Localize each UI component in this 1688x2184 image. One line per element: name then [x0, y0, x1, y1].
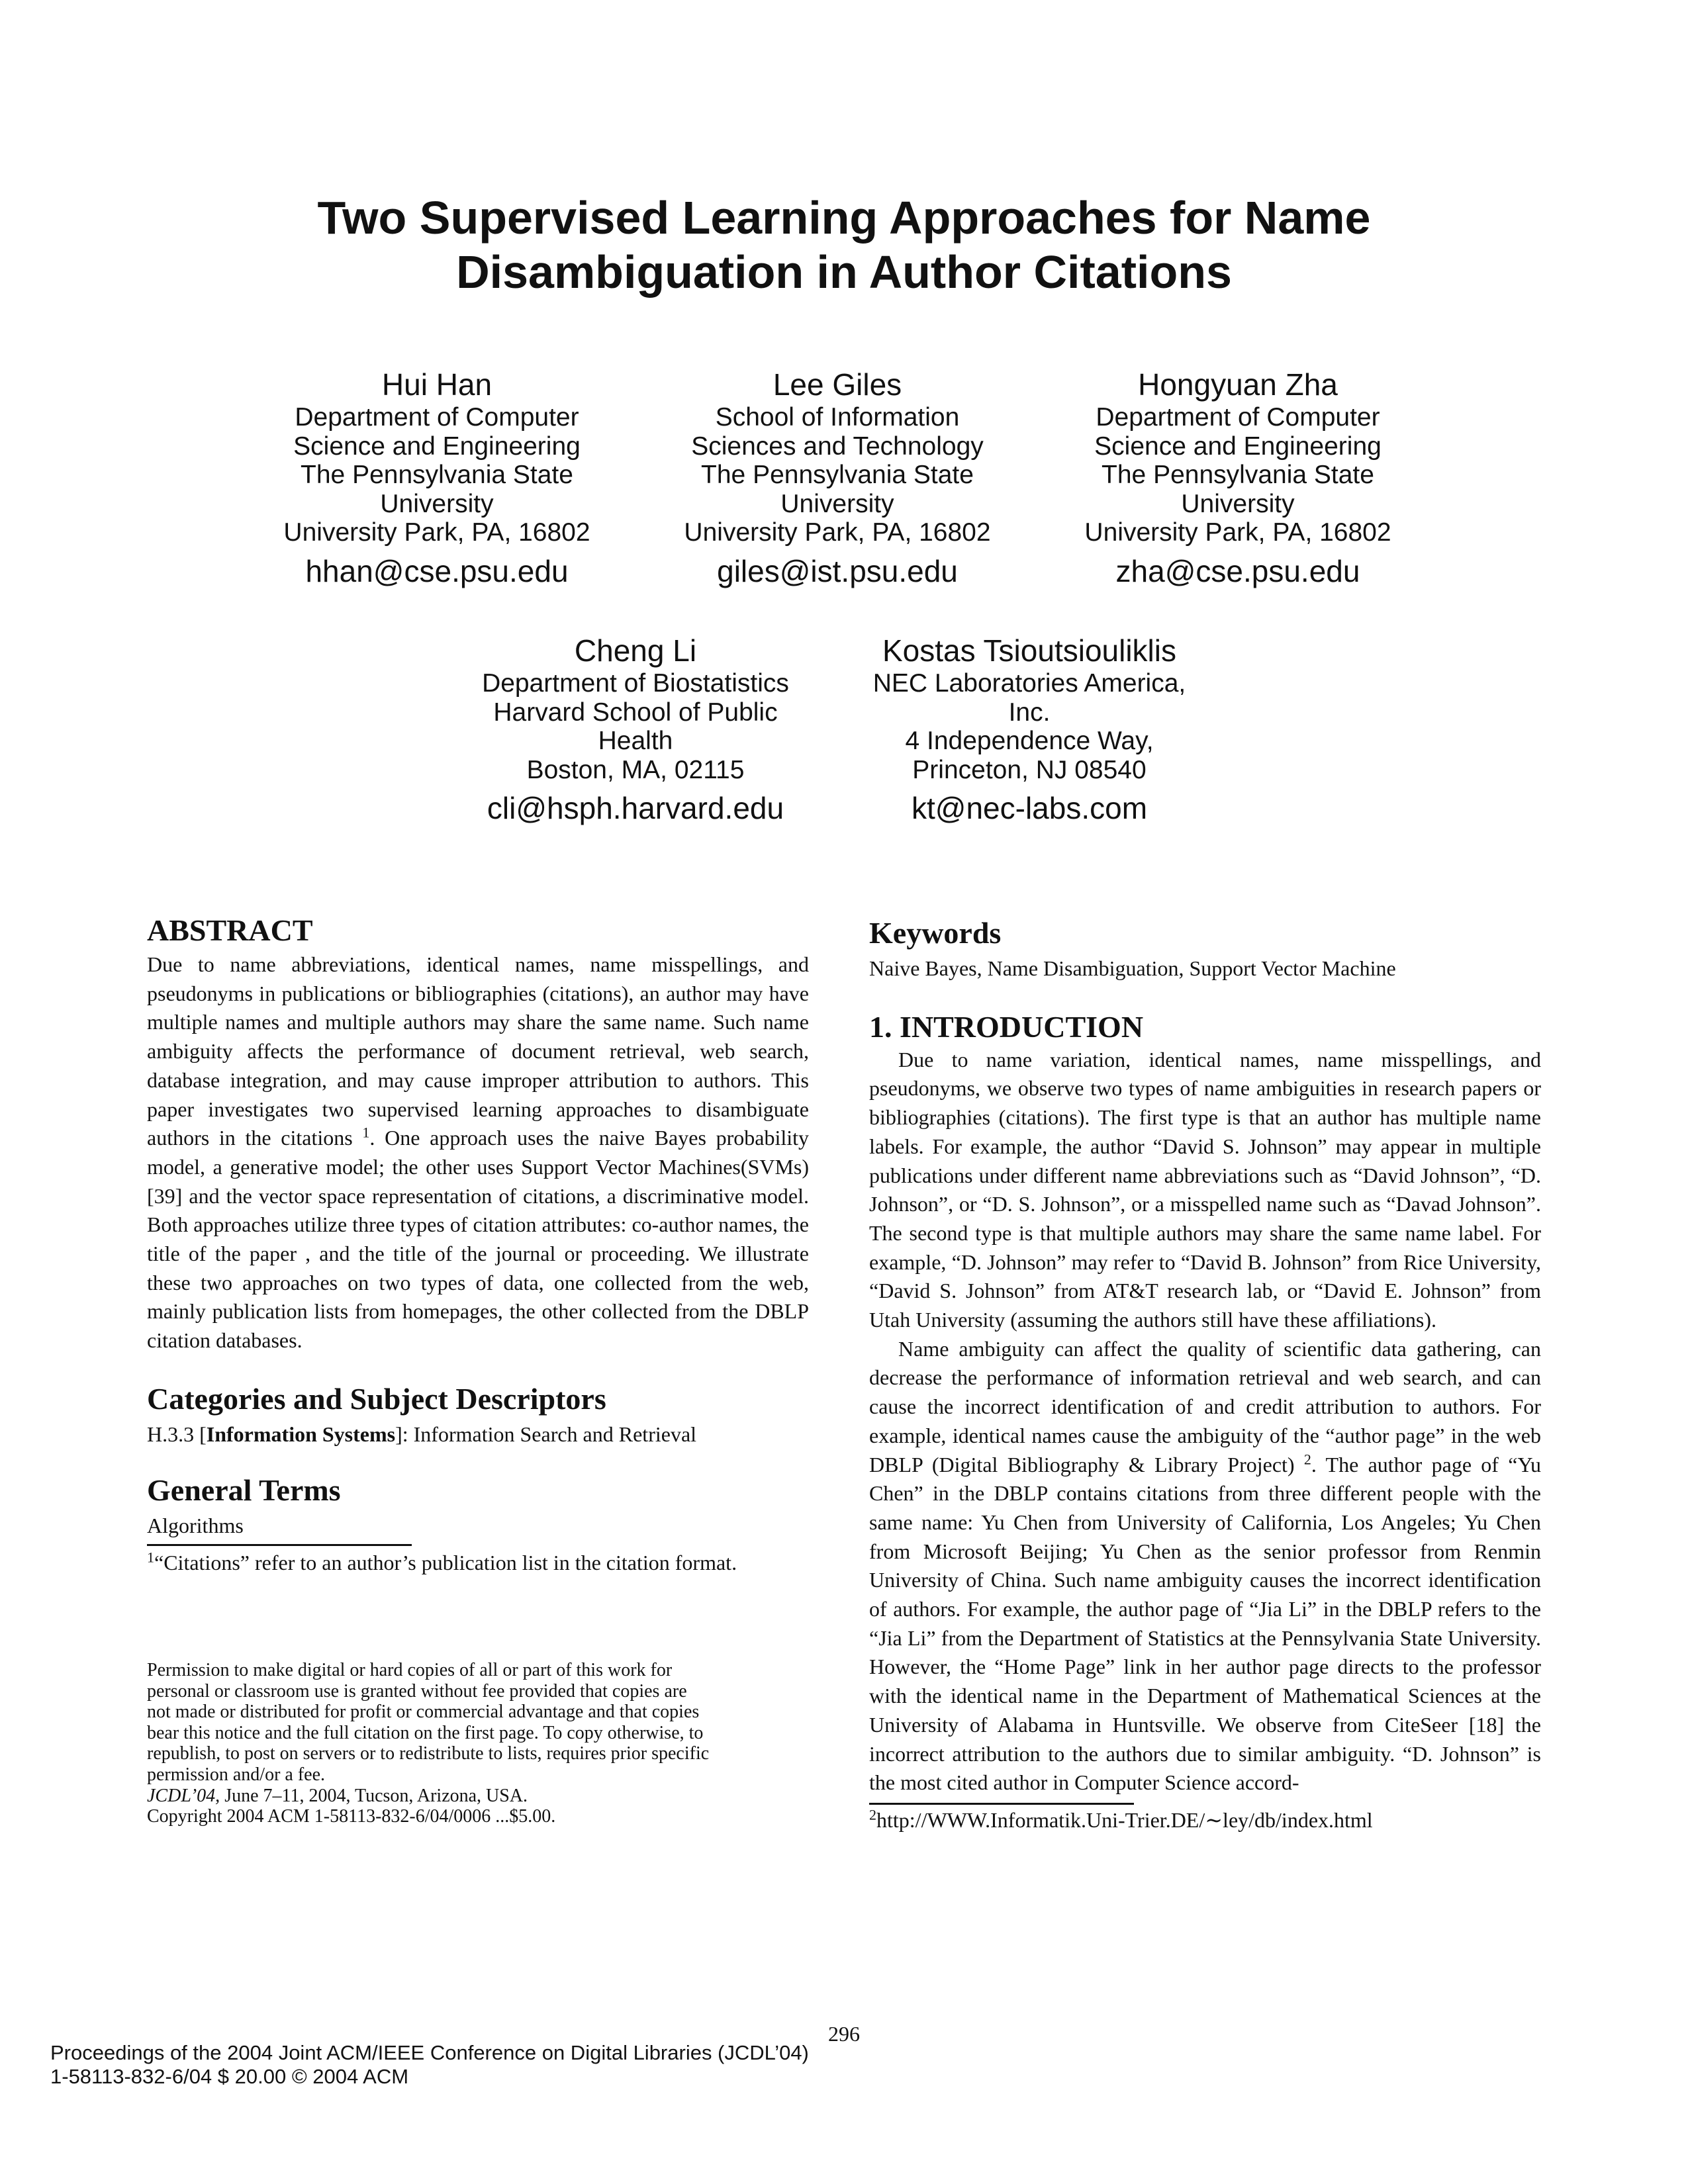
author-email[interactable]: zha@cse.psu.edu [1115, 553, 1360, 588]
left-column [147, 912, 809, 1827]
footnote-divider [147, 1544, 412, 1546]
general-terms-heading: General Terms [147, 1473, 341, 1507]
author-kostas-tsioutsiouliklis [831, 632, 1228, 827]
right-column [869, 915, 1541, 1835]
author-email[interactable]: cli@hsph.harvard.edu [487, 791, 784, 825]
footnote-1-text: “Citations” refer to an author’s publication list in the citation format. [154, 1551, 737, 1575]
conference-details: June 7–11, 2004, Tucson, Arizona, USA. [220, 1785, 528, 1806]
categories-code: H.3.3 [ [147, 1422, 207, 1446]
permission-notice [147, 1660, 809, 1827]
general-terms-text: Algorithms [147, 1513, 244, 1537]
footnote-ref-2[interactable]: 2 [1303, 1450, 1311, 1467]
permission-line: republish, to post on servers or to redistribute to lists, requires prior specific [147, 1743, 710, 1764]
author-cheng-li [450, 632, 821, 827]
author-name: Hui Han [381, 367, 492, 402]
author-affiliation-line: University Park, PA, 16802 [1084, 518, 1391, 547]
author-affiliation-line: The Pennsylvania State [701, 461, 974, 489]
permission-line: personal or classroom use is granted without fee provided that copies are [147, 1680, 687, 1702]
author-affiliation-line: Department of Computer [1096, 403, 1380, 432]
author-affiliation-line: University [380, 489, 494, 518]
footnote-1-mark: 1 [147, 1549, 154, 1566]
author-hongyuan-zha [1053, 366, 1423, 590]
author-affiliation-line: NEC Laboratories America, [872, 669, 1186, 698]
author-affiliation-line: Science and Engineering [293, 432, 581, 461]
proceedings-footer [50, 2041, 809, 2089]
author-affiliation-line: Department of Biostatistics [482, 669, 789, 698]
footnote-1 [147, 1549, 809, 1578]
author-affiliation-line: Sciences and Technology [691, 432, 984, 461]
author-name: Cheng Li [574, 633, 697, 668]
author-affiliation-line: Health [598, 727, 673, 755]
author-affiliation-line: Harvard School of Public [493, 698, 778, 727]
author-email[interactable]: hhan@cse.psu.edu [305, 553, 569, 588]
author-name: Hongyuan Zha [1138, 367, 1338, 402]
introduction-paragraph-1: Due to name variation, identical names, name misspellings, and pseudonyms, we observe two types of name ambiguities in research papers or bibliographies (citations). The first type is that an author has multiple name labels. For example, the author “David S. Johnson” may appear in multiple publications under different name abbreviations such as “David Johnson”, “D. Johnson”, or “D. S. Johnson”, or a misspelled name such as “Davad Johnson”. The second type is that multiple authors may share the same name label. For example, “D. Johnson” may refer to “David B. Johnson” from Rice University, “David S. Johnson” from AT&T research lab, or “David E. Johnson” from Utah University (assuming the authors still have these affiliations). [869, 1047, 1541, 1332]
author-name: Lee Giles [773, 367, 902, 402]
abstract-text [147, 950, 809, 1355]
introduction-heading: 1. INTRODUCTION [869, 1009, 1144, 1044]
author-affiliation-line: 4 Independence Way, [905, 727, 1154, 755]
page-number: 296 [828, 2022, 860, 2046]
keywords-text: Naive Bayes, Name Disambiguation, Support Vector Machine [869, 956, 1396, 980]
author-email[interactable]: kt@nec-labs.com [911, 791, 1148, 825]
abstract-heading: ABSTRACT [147, 913, 313, 947]
author-affiliation-line: University Park, PA, 16802 [684, 518, 991, 547]
keywords-heading: Keywords [869, 916, 1002, 950]
permission-line: Permission to make digital or hard copies of all or part of this work for [147, 1659, 673, 1680]
author-hui-han [252, 366, 622, 590]
introduction-paragraph-2-part-2: . The author page of “Yu Chen” in the DBLP contains citations from three different people with the same name: Yu Chen from University of California, Los Angeles; Yu Chen from Microsoft Beijing; Yu Chen as the senior professor from Renmin University of China. Such name ambiguity causes the incorrect identification of authors. For example, the author page of “Jia Li” in the DBLP refers to the “Jia Li” from the Department of Statistics at the Pennsylvania State University. However, the “Home Page” link in her author page directs to the professor with the identical name in the Department of Mathematical Sciences at the University of Alabama in Huntsville. We observe from CiteSeer [18] the incorrect attribution to the authors due to similar ambiguity. “D. Johnson” is the most cited author in Computer Science accord- [869, 1452, 1541, 1795]
categories-bold: Information Systems [206, 1422, 396, 1446]
author-affiliation-line: The Pennsylvania State [301, 461, 573, 489]
author-affiliation-line: Princeton, NJ 08540 [912, 755, 1147, 784]
author-name: Kostas Tsioutsiouliklis [882, 633, 1176, 668]
author-lee-giles [652, 366, 1023, 590]
footnote-2-url[interactable]: http://WWW.Informatik.Uni-Trier.DE/∼ley/db/index.html [876, 1807, 1373, 1832]
footer-line-2: 1-58113-832-6/04 $ 20.00 © 2004 ACM [50, 2065, 409, 2088]
author-affiliation-line: Inc. [1008, 698, 1051, 727]
title-line-2: Disambiguation in Author Citations [456, 246, 1232, 298]
footnote-divider [869, 1803, 1134, 1805]
author-affiliation-line: University [780, 489, 894, 518]
author-email[interactable]: giles@ist.psu.edu [717, 553, 958, 588]
paper-title [0, 191, 1688, 299]
footnote-2 [869, 1806, 1541, 1835]
introduction-paragraph-2 [869, 1335, 1541, 1797]
author-affiliation-line: School of Information [715, 403, 960, 432]
permission-line: permission and/or a fee. [147, 1764, 326, 1785]
author-affiliation-line: The Pennsylvania State [1102, 461, 1374, 489]
categories-text [147, 1420, 809, 1449]
footer-line-1: Proceedings of the 2004 Joint ACM/IEEE Conference on Digital Libraries (JCDL’04) [50, 2041, 809, 2064]
categories-heading: Categories and Subject Descriptors [147, 1381, 606, 1416]
footnote-ref-1[interactable]: 1 [362, 1124, 370, 1141]
copyright-line: Copyright 2004 ACM 1-58113-832-6/04/0006 ...$5.00. [147, 1806, 556, 1827]
author-affiliation-line: University Park, PA, 16802 [283, 518, 590, 547]
author-affiliation-line: Science and Engineering [1094, 432, 1382, 461]
conference-name: JCDL’04, [147, 1785, 220, 1806]
title-line-1: Two Supervised Learning Approaches for Name [317, 192, 1371, 244]
abstract-text-part-2: . One approach uses the naive Bayes probability model, a generative model; the other uses Support Vector Machines(SVMs) [39] and the vector space representation of citations, a discriminative model. Both approaches utilize three types of citation attributes: co-author names, the title of the paper , and the title of the journal or proceeding. We illustrate these two approaches on two types of data, one collected from the web, mainly publication lists from homepages, the other collected from the DBLP citation databases. [147, 1126, 810, 1353]
permission-line: bear this notice and the full citation on the first page. To copy otherwise, to [147, 1722, 704, 1743]
conference-line [147, 1786, 809, 1807]
author-affiliation-line: Department of Computer [295, 403, 579, 432]
permission-line: not made or distributed for profit or commercial advantage and that copies [147, 1702, 700, 1723]
abstract-text-part-1: Due to name abbreviations, identical names, name misspellings, and pseudonyms in publications or bibliographies (citations), an author may have multiple names and multiple authors may share the same name. Such name ambiguity affects the performance of document retrieval, web search, database integration, and may cause improper attribution to authors. This paper investigates two supervised learning approaches to disambiguate authors in the citations [147, 952, 809, 1150]
footnote-2-mark: 2 [869, 1806, 876, 1823]
introduction-paragraph-2-part-1: Name ambiguity can affect the quality of scientific data gathering, can decrease the performance of information retrieval and web search, and can cause the incorrect identification of and credit attribution to authors. For example, identical names cause the ambiguity of the “author page” in the web DBLP (Digital Bibliography & Library Project) [869, 1336, 1541, 1477]
categories-rest: ]: Information Search and Retrieval [395, 1422, 697, 1446]
author-affiliation-line: Boston, MA, 02115 [526, 755, 745, 784]
author-affiliation-line: University [1181, 489, 1295, 518]
